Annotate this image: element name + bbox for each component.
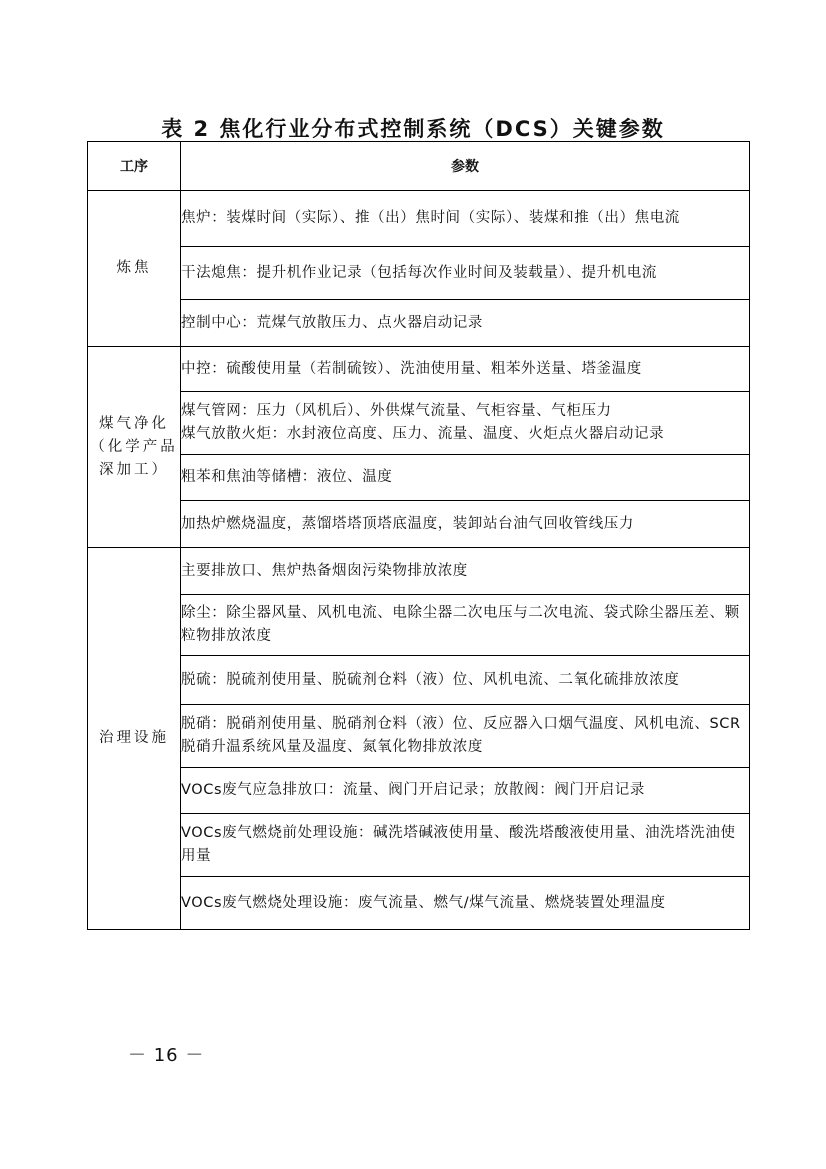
table-row (88, 877, 750, 930)
process-cell-coking: 炼焦 (88, 191, 181, 347)
param-cell: 干法熄焦：提升机作业记录（包括每次作业时间及装载量）、提升机电流 (181, 247, 750, 300)
table-row (88, 191, 750, 247)
param-cell: VOCs废气燃烧处理设施：废气流量、燃气/煤气流量、燃烧装置处理温度 (181, 877, 750, 930)
param-cell: 中控：硫酸使用量（若制硫铵）、洗油使用量、粗苯外送量、塔釜温度 (181, 347, 750, 392)
process-cell-treatment: 治理设施 (88, 548, 181, 930)
table-row (88, 300, 750, 347)
header-params: 参数 (181, 142, 750, 191)
page-number: － 16 － (128, 1045, 205, 1066)
param-cell: 除尘：除尘器风量、风机电流、电除尘器二次电压与二次电流、袋式除尘器压差、颗粒物排放浓度 (181, 595, 750, 656)
table-row (88, 548, 750, 595)
process-cell-gas-purification: 煤气净化（化学产品深加工） (88, 347, 181, 548)
param-cell: 粗苯和焦油等储槽：液位、温度 (181, 455, 750, 501)
table-row (88, 392, 750, 455)
table-row (88, 814, 750, 877)
param-cell: 控制中心：荒煤气放散压力、点火器启动记录 (181, 300, 750, 347)
param-cell: 脱硝：脱硝剂使用量、脱硝剂仓料（液）位、反应器入口烟气温度、风机电流、SCR脱硝升温系统风量及温度、氮氧化物排放浓度 (181, 705, 750, 768)
param-cell: 煤气管网：压力（风机后）、外供煤气流量、气柜容量、气柜压力 煤气放散火炬：水封液位高度、压力、流量、温度、火炬点火器启动记录 (181, 392, 750, 455)
param-cell: VOCs废气应急排放口：流量、阀门开启记录；放散阀：阀门开启记录 (181, 768, 750, 814)
table-row (88, 595, 750, 656)
header-process: 工序 (88, 142, 181, 191)
param-cell: 焦炉：装煤时间（实际）、推（出）焦时间（实际）、装煤和推（出）焦电流 (181, 191, 750, 247)
table-row (88, 347, 750, 392)
param-cell: 加热炉燃烧温度，蒸馏塔塔顶塔底温度，装卸站台油气回收管线压力 (181, 501, 750, 548)
table-row (88, 656, 750, 705)
table-row (88, 455, 750, 501)
table-row (88, 768, 750, 814)
param-cell: VOCs废气燃烧前处理设施：碱洗塔碱液使用量、酸洗塔酸液使用量、油洗塔洗油使用量 (181, 814, 750, 877)
param-cell: 脱硫：脱硫剂使用量、脱硫剂仓料（液）位、风机电流、二氧化硫排放浓度 (181, 656, 750, 705)
dcs-parameter-table (87, 141, 750, 930)
table-row (88, 705, 750, 768)
table-row (88, 501, 750, 548)
param-cell: 主要排放口、焦炉热备烟囱污染物排放浓度 (181, 548, 750, 595)
table-header-row (88, 142, 750, 191)
table-title: 表 2 焦化行业分布式控制系统（DCS）关键参数 (161, 117, 665, 141)
table-row (88, 247, 750, 300)
